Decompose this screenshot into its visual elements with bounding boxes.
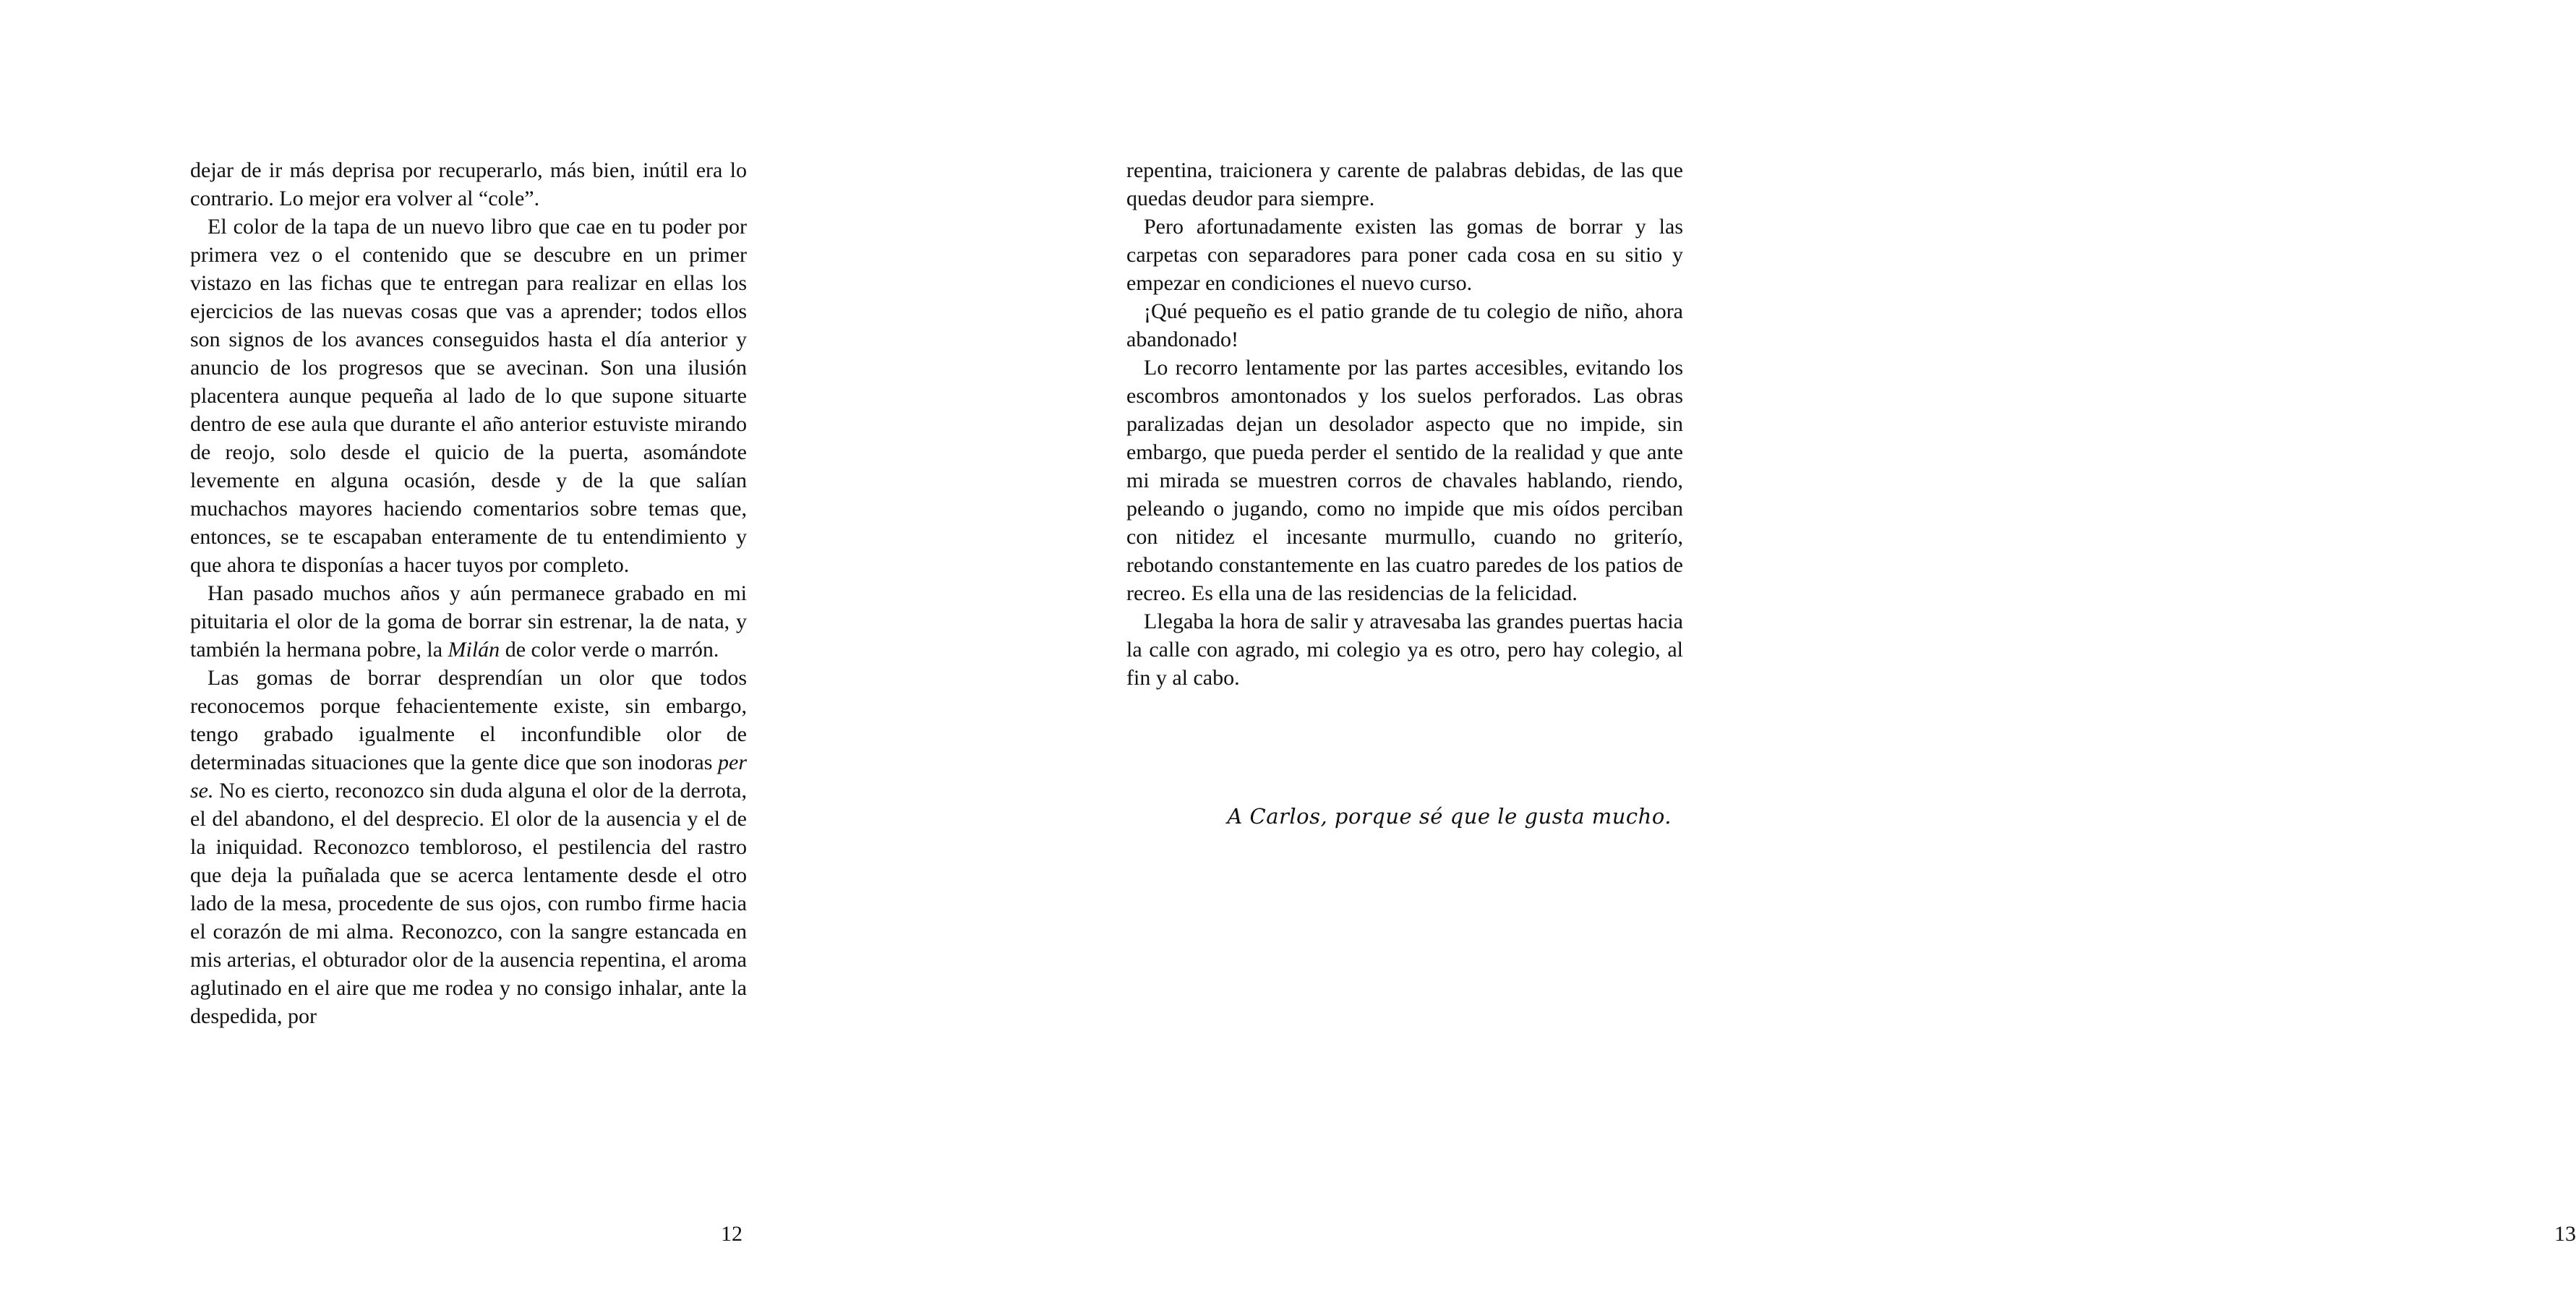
paragraph-4-text-b: No es cierto, reconozco sin duda alguna el olor de la derrota, el del abandono, el del desprecio. El olor de la ausencia y el de la iniquidad. Reconozco tembloroso, el pestilencia del rastro que deja la puñalada que se acerca lentamente desde el otro lado de la mesa, procedente de sus ojos, con rumbo firme hacia el corazón de mi alma. Reconozco, con la sangre estancada en mis arterias, el obturador olor de la ausencia repentina, el aroma aglutinado en el aire que me rodea y no consigo inhalar, ante la despedida, por	[190, 779, 747, 1028]
paragraph-3-italic: Milán	[448, 638, 500, 662]
left-page	[0, 0, 925, 1313]
paragraph-4	[190, 664, 747, 1030]
right-page	[925, 0, 2576, 1313]
paragraph-2: El color de la tapa de un nuevo libro que cae en tu poder por primera vez o el contenido que se descubre en un primer vistazo en las fichas que te entregan para realizar en ellas los ejercicios de las nuevas cosas que vas a aprender; todos ellos son signos de los avances conseguidos hasta el día anterior y anuncio de los progresos que se avecinan. Son una ilusión placentera aunque pequeña al lado de lo que supone situarte dentro de ese aula que durante el año anterior estuviste mirando de reojo, solo desde el quicio de la puerta, asomándote levemente en alguna ocasión, desde y de la que salían muchachos mayores haciendo comentarios sobre temas que, entonces, se te escapaban enteramente de tu entendimiento y que ahora te disponías a hacer tuyos por completo.	[190, 215, 747, 577]
paragraph-2: Pero afortunadamente existen las gomas de borrar y las carpetas con separadores para poner cada cosa en su sitio y empezar en condiciones el nuevo curso.	[1126, 215, 1683, 295]
paragraph-1: dejar de ir más deprisa por recuperarlo, más bien, inútil era lo contrario. Lo mejor era volver al “cole”.	[190, 158, 747, 210]
paragraph-3: ¡Qué pequeño es el patio grande de tu colegio de niño, ahora abandonado!	[1126, 299, 1683, 351]
paragraph-4-text-a: Las gomas de borrar desprendían un olor que todos reconocemos porque fehacientemente existe, sin embargo, tengo grabado igualmente el inconfundible olor de determinadas situaciones que la gente dice que son inodoras	[190, 666, 747, 774]
page-number-left: 12	[721, 1222, 743, 1246]
page-number-right: 13	[2554, 1222, 2576, 1246]
paragraph-4-italic: per se.	[190, 750, 747, 803]
right-page-text	[1126, 156, 1683, 692]
dedication: A Carlos, porque sé que le gusta mucho.	[1227, 804, 1672, 829]
paragraph-1: repentina, traicionera y carente de palabras debidas, de las que quedas deudor para siempre.	[1126, 158, 1683, 210]
paragraph-3-text-b: de color verde o marrón.	[500, 638, 719, 662]
paragraph-3-text-a: Han pasado muchos años y aún permanece grabado en mi pituitaria el olor de la goma de borrar sin estrenar, la de nata, y también la hermana pobre, la	[190, 581, 747, 662]
paragraph-5: Llegaba la hora de salir y atravesaba las grandes puertas hacia la calle con agrado, mi colegio ya es otro, pero hay colegio, al fin y al cabo.	[1126, 610, 1683, 690]
left-page-text	[190, 156, 747, 1030]
paragraph-3	[190, 579, 747, 664]
paragraph-4: Lo recorro lentamente por las partes accesibles, evitando los escombros amontonados y los suelos perforados. Las obras paralizadas dejan un desolador aspecto que no impide, sin embargo, que pueda perder el sentido de la realidad y que ante mi mirada se muestren corros de chavales hablando, riendo, peleando o jugando, como no impide que mis oídos perciban con nitidez el incesante murmullo, cuando no griterío, rebotando constantemente en las cuatro paredes de los patios de recreo. Es ella una de las residencias de la felicidad.	[1126, 356, 1683, 605]
